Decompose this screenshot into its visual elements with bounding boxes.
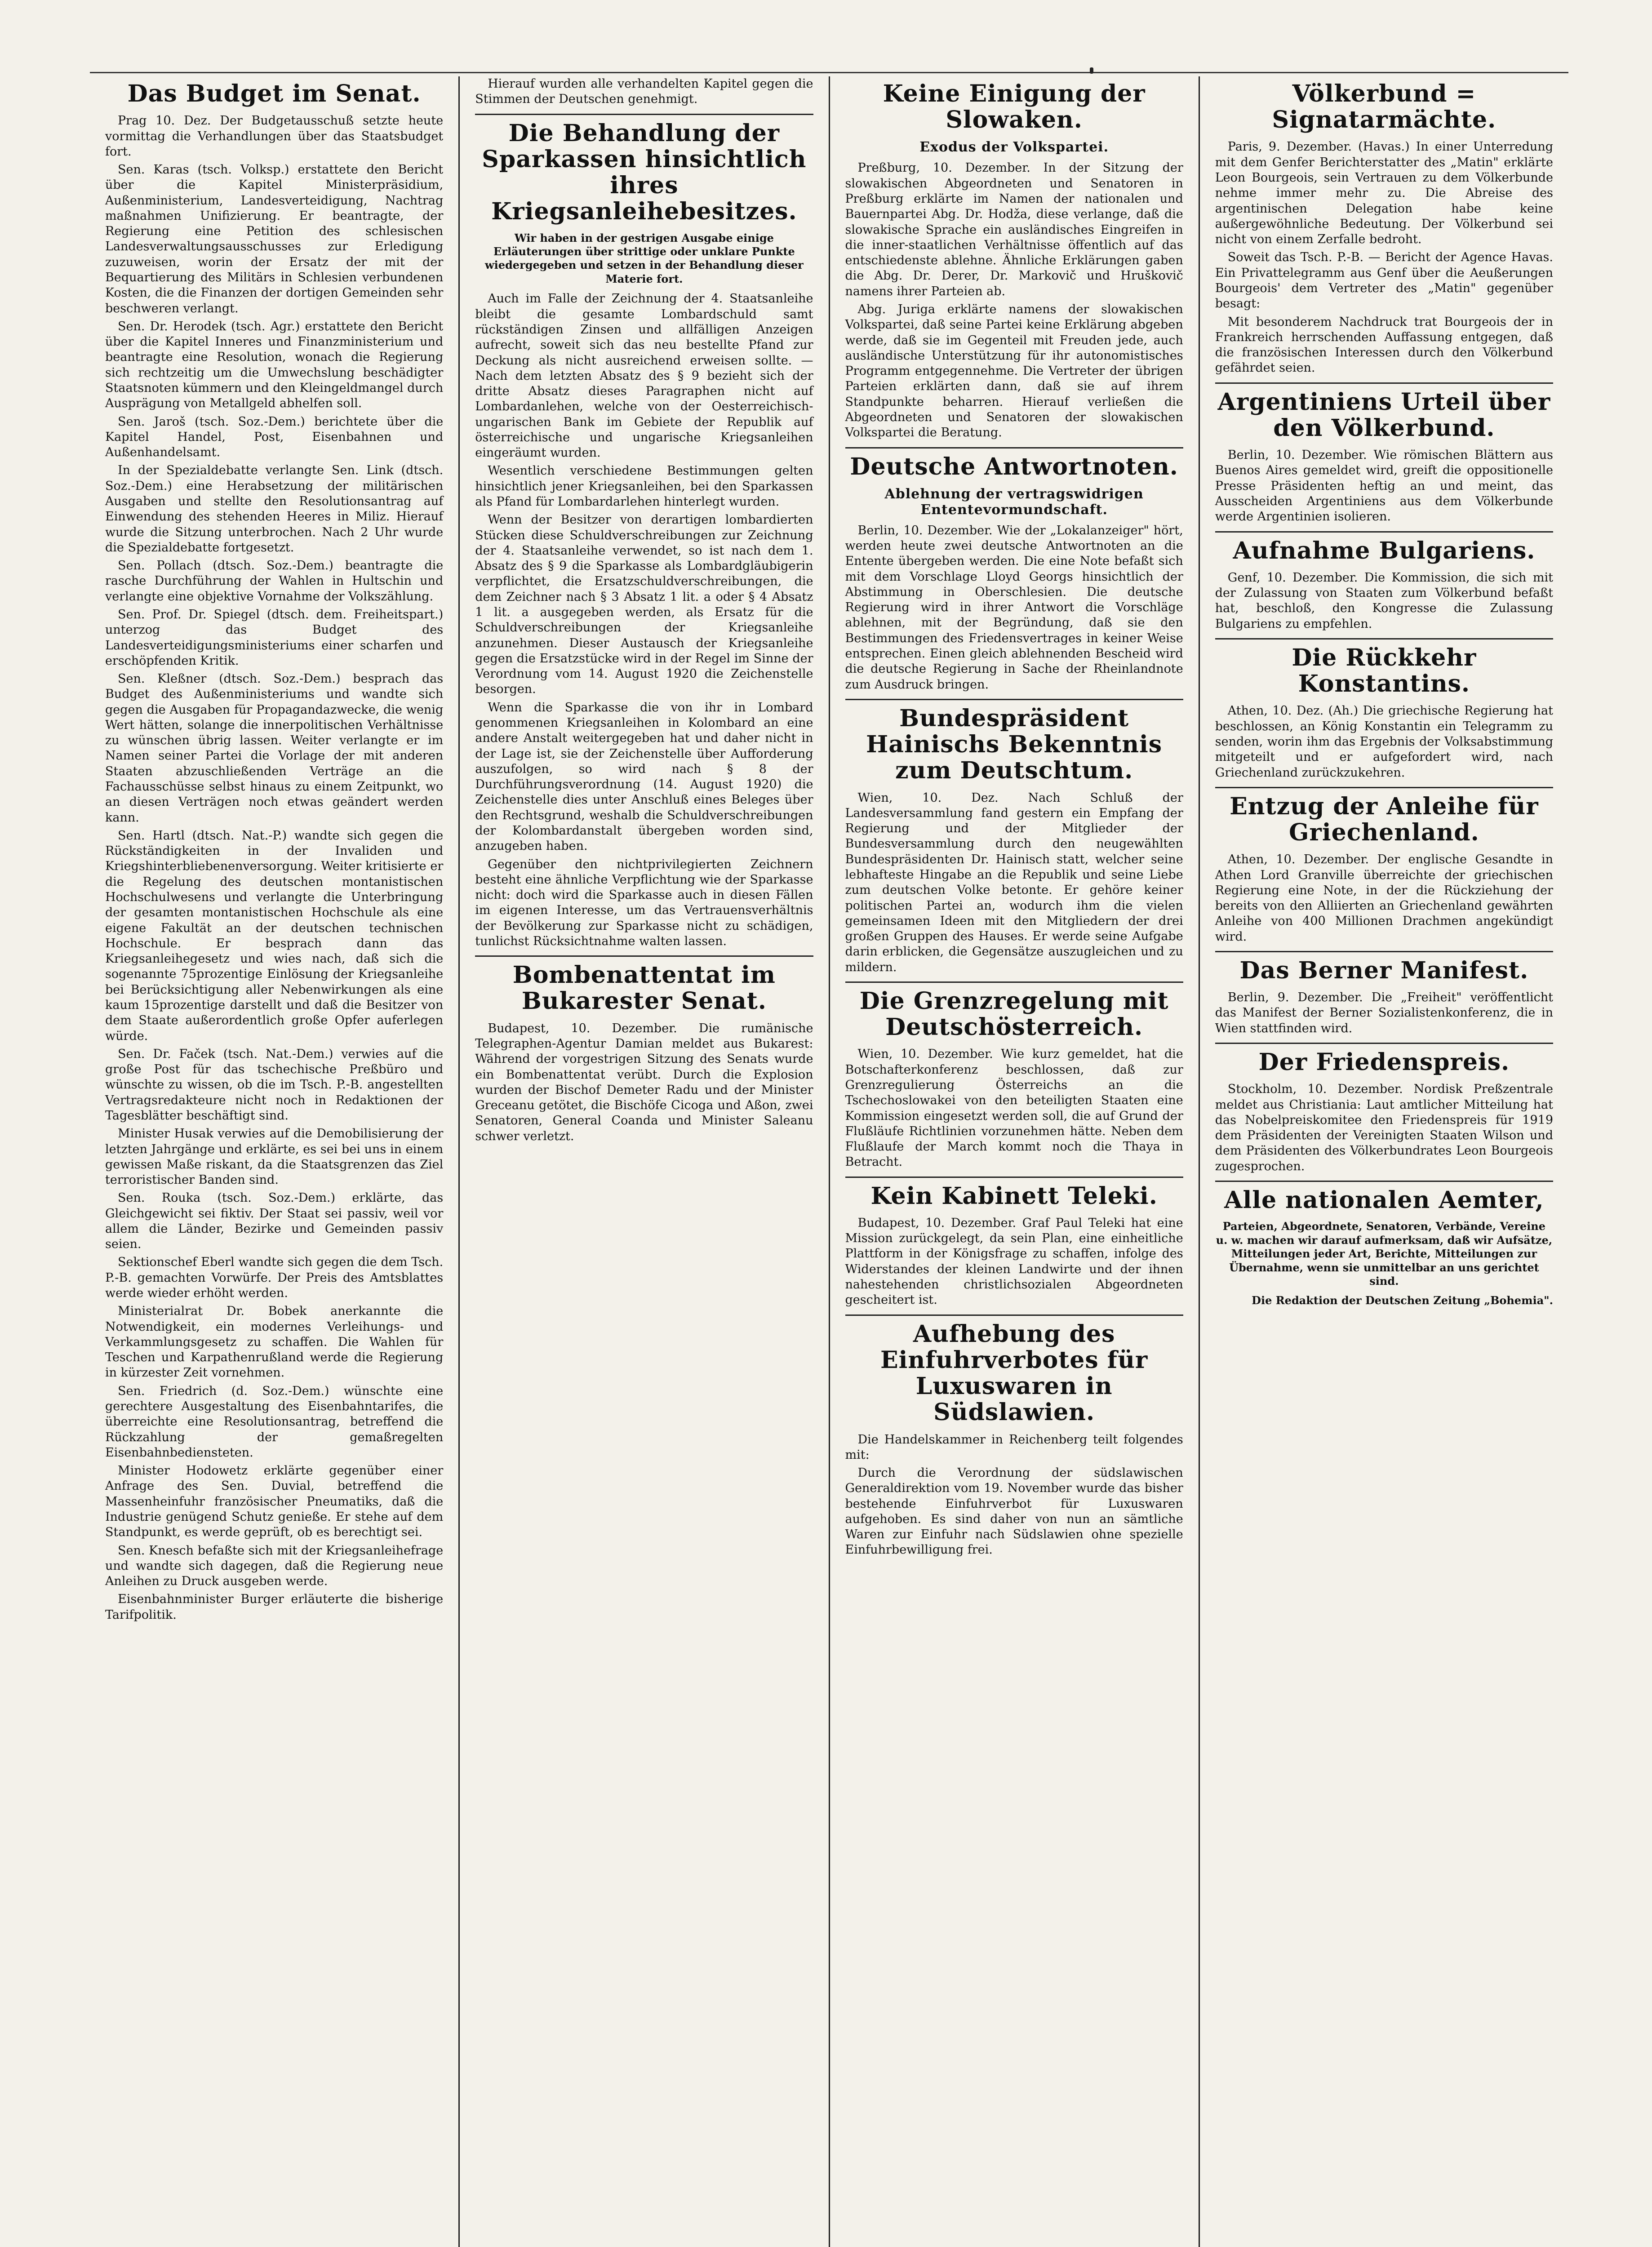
article-paragraph: Abg. Juriga erklärte namens der slowakischen Volkspartei, daß seine Partei keine Erklärung abgeben werde, daß sie im Gegenteil mit Freuden jede, auch ausländische Unterstützung für ihr autonomistisches Programm entgegennehme. Die Vertreter der übrigen Parteien erklärten dann, daß sie auf ihrem Standpunkte beharren. Hierauf verließen die Abgeordneten und Senatoren der slowakischen Volkspartei die Beratung. [845, 302, 1183, 440]
article-paragraph: Sen. Jaroš (tsch. Soz.-Dem.) berichtete über die Kapitel Handel, Post, Eisenbahnen und Außenhandelsamt. [105, 414, 444, 460]
column-3 [829, 76, 1199, 2247]
article-headline: Die Rückkehr Konstantins. [1292, 644, 1477, 698]
article-headline: Keine Einigung der Slowaken. [883, 80, 1146, 134]
article-divider [845, 1314, 1183, 1316]
article-headline: Die Grenzregelung mit Deutschösterreich. [859, 987, 1169, 1041]
article-paragraph: Genf, 10. Dezember. Die Kommission, die sich mit der Zulassung von Staaten zum Völkerbund befaßt hat, beschloß, den Kongresse die Zulassung Bulgariens zu empfehlen. [1215, 570, 1553, 631]
article-divider [1215, 1043, 1553, 1044]
article [845, 706, 1183, 975]
article-subheadline: Ablehnung der vertragswidrigen Ententevormundschaft. [884, 486, 1144, 518]
article-paragraph: Berlin, 10. Dezember. Wie römischen Blättern aus Buenos Aires gemeldet wird, greift die oppositionelle Presse Präsidenten heftig an und meint, das Ausscheiden Argentiniens aus dem Völkerbunde werde Argentinien isolieren. [1215, 448, 1553, 524]
article-paragraph: Wien, 10. Dezember. Wie kurz gemeldet, hat die Botschafterkonferenz beschlossen, daß zur Grenzregulierung Österreichs an die Tschechoslowakei von den beteiligten Staaten eine Kommission eingesetzt werden soll, die auf Grund der Flußläufe Richtlinien vorzunehmen hätte. Neben dem Flußlaufe der March kommt noch die Thaya in Betracht. [845, 1047, 1183, 1169]
article [1215, 794, 1553, 945]
article-paragraph: Mit besonderem Nachdruck trat Bourgeois der in Frankreich herrschenden Auffassung entgegen, daß die französischen Interessen durch den Völkerbund gefährdet seien. [1215, 315, 1553, 375]
article-paragraph: Stockholm, 10. Dezember. Nordisk Preßzentrale meldet aus Christiania: Laut amtlicher Mitteilung hat das Nobelpreiskomitee den Friedenspreis für 1919 dem Präsidenten der Vereinigten Staaten Wilson und dem Präsidenten des Völkerbundrates Leon Bourgeois zugesprochen. [1215, 1082, 1553, 1173]
article-divider [1215, 787, 1553, 788]
article-headline: Der Friedenspreis. [1258, 1048, 1510, 1076]
article-paragraph: Budapest, 10. Dezember. Graf Paul Teleki hat eine Mission zurückgelegt, da sein Plan, eine einheitliche Plattform in der Königsfrage zu schaffen, infolge des Widerstandes der kleinen Landwirte und der ihnen nahestehenden christlichsozialen Abgeordneten gescheitert ist. [845, 1216, 1183, 1307]
article-paragraph: Berlin, 9. Dezember. Die „Freiheit" veröffentlicht das Manifest der Berner Sozialistenkonferenz, die in Wien stattfinden wird. [1215, 990, 1553, 1035]
article-paragraph: Hierauf wurden alle verhandelten Kapitel gegen die Stimmen der Deutschen genehmigt. [475, 77, 813, 107]
article-paragraph: Minister Hodowetz erklärte gegenüber einer Anfrage des Sen. Duvial, betreffend die Massenheinfuhr französischer Pneumatiks, daß die Industrie genügend Schutz genieße. Er stehe auf dem Standpunkt, es werde geprüft, ob es berechtigt sei. [105, 1464, 444, 1540]
article-paragraph: Durch die Verordnung der südslawischen Generaldirektion vom 19. November wurde das bisher bestehende Einfuhrverbot für Luxuswaren aufgehoben. Es sind daher von nun an sämtliche Waren zur Einfuhr nach Südslawien ohne spezielle Einfuhrbewilligung frei. [845, 1466, 1183, 1557]
article-paragraph: Sen. Prof. Dr. Spiegel (dtsch. dem. Freiheitspart.) unterzog das Budget des Landesverteidigungsministeriums einer scharfen und erschöpfenden Kritik. [105, 607, 444, 668]
article-headline: Deutsche Antwortnoten. [850, 453, 1178, 480]
article-signature: Die Redaktion der Deutschen Zeitung „Bohemia". [1252, 1293, 1553, 1307]
article [1215, 958, 1553, 1036]
column-2 [458, 76, 828, 2247]
article-headline: Völkerbund = Signatarmächte. [1272, 80, 1497, 134]
article-divider [1215, 951, 1553, 952]
article-divider [1215, 1181, 1553, 1182]
article-divider [475, 955, 813, 957]
article [475, 120, 813, 950]
article-paragraph: Wenn die Sparkasse die von ihr in Lombard genommenen Kriegsanleihen in Kolombard an eine andere Anstalt weitergegeben hat und daher nicht in der Lage ist, sie der Zeichenstelle über Aufforderung auszufolgen, so wird nach § 8 der Durchführungsverordnung (14. August 1920) die Zeichenstelle dies unter Anschluß eines Beleges über den Rechtsgrund, weshalb die Schuldverschreibungen der Kolombardanstalt übergeben worden sind, anzugeben haben. [475, 700, 813, 853]
article-paragraph: Preßburg, 10. Dezember. In der Sitzung der slowakischen Abgeordneten und Senatoren in Preßburg erklärte im Namen der nationalen und Bauernpartei Abg. Dr. Hodža, diese verlange, daß die slowakische Sprache ein ausländisches Eingreifen in die inner-staatlichen Verhältnisse öffentlich auf das entschiedenste ablehne. Ähnliche Erklärungen gaben die Abg. Dr. Derer, Dr. Markovič und Hruškovič namens ihrer Parteien ab. [845, 161, 1183, 298]
article-divider [1215, 531, 1553, 533]
article-divider [845, 447, 1183, 449]
article [845, 1321, 1183, 1558]
column-4 [1199, 76, 1568, 2247]
article-divider [475, 114, 813, 115]
article-paragraph: Paris, 9. Dezember. (Havas.) In einer Unterredung mit dem Genfer Berichterstatter des „Matin" erklärte Leon Bourgeois, sein Vertrauen zu dem Völkerbunde nehme immer mehr zu. Die Abreise des argentinischen Delegation habe keine außergewöhnliche Bedeutung. Der Völkerbund sei nicht von einem Zerfalle bedroht. [1215, 140, 1553, 247]
article-paragraph: Berlin, 10. Dezember. Wie der „Lokalanzeiger" hört, werden heute zwei deutsche Antwortnoten an die Entente übergeben werden. Die eine Note befaßt sich mit dem Vorschlage Lloyd Georgs hinsichtlich der Abstimmung in Oberschlesien. Die deutsche Regierung wird in ihrer Antwort die Vorschläge ablehnen, mit der Begründung, daß sie den Bestimmungen des Friedensvertrages in keiner Weise entsprechen. Einen gleich ablehnenden Bescheid wird die deutsche Regierung in Sache der Rheinlandnote zum Ausdruck bringen. [845, 523, 1183, 692]
article [1215, 1187, 1553, 1307]
article [1215, 1049, 1553, 1174]
article [845, 81, 1183, 441]
article-headline: Aufhebung des Einfuhrverbotes für Luxuswaren in Südslawien. [880, 1320, 1148, 1426]
article-paragraph: Sen. Dr. Herodek (tsch. Agr.) erstattete den Bericht über die Kapitel Inneres und Finanzministerium und beantragte eine Resolution, wonach die Regierung sich rechtzeitig um die Umwechslung beschädigter Staatsnoten kümmern und den Kleingeldmangel durch Ausprägung von Metallgeld abhelfen soll. [105, 319, 444, 411]
article [1215, 645, 1553, 781]
article-paragraph: Budapest, 10. Dezember. Die rumänische Telegraphen-Agentur Damian meldet aus Bukarest: Während der vorgestrigen Sitzung des Senats wurde ein Bombenattentat verübt. Durch die Explosion wurden der Bischof Demeter Radu und der Minister Greceanu getötet, die Bischöfe Cicoga und Aßon, zwei Senatoren, General Coanda und Minister Saleanu schwer verletzt. [475, 1021, 813, 1143]
article-divider [1215, 382, 1553, 384]
column-1 [90, 76, 458, 2247]
article-divider [1215, 638, 1553, 639]
article-headline: Argentiniens Urteil über den Völkerbund. [1217, 388, 1551, 442]
article-paragraph: Sen. Friedrich (d. Soz.-Dem.) wünschte eine gerechtere Ausgestaltung des Eisenbahntarifes, die überreichte eine Resolutionsantrag, betreffend die Rückzahlung der gemaßregelten Eisenbahnbediensteten. [105, 1384, 444, 1460]
article [845, 454, 1183, 693]
article [845, 1183, 1183, 1308]
article-headline: Das Berner Manifest. [1239, 956, 1529, 984]
article-paragraph: Wien, 10. Dez. Nach Schluß der Landesversammlung fand gestern ein Empfang der Regierung und der Mitglieder der Bundesversammlung durch den neugewählten Bundespräsidenten Dr. Hainisch statt, welcher seine lebhafteste Hingabe an die Republik und seine Liebe zum deutschen Volke betonte. Er gehöre keiner politischen Partei an, wodurch ihm die vielen gemeinsamen Ideen mit den Mitgliedern der drei großen Gruppen des Hauses. Er werde seine Aufgabe darin erblicken, die Gegensätze auszugleichen und zu mildern. [845, 790, 1183, 974]
article-headline: Das Budget im Senat. [127, 80, 421, 107]
article-headline: Alle nationalen Aemter, [1224, 1186, 1544, 1214]
article-headline: Bundespräsident Hainischs Bekenntnis zum Deutschtum. [866, 704, 1163, 785]
ink-mark [1090, 67, 1093, 74]
article-paragraph: In der Spezialdebatte verlangte Sen. Link (dtsch. Soz.-Dem.) eine Herabsetzung der militärischen Ausgaben und stellte den Resolutionsantrag auf Einwendung des stehenden Heeres in Miliz. Hierauf wurde die Sitzung unterbrochen. Nach 2 Uhr wurde die Spezialdebatte fortgesetzt. [105, 463, 444, 555]
article-paragraph: Sen. Pollach (dtsch. Soz.-Dem.) beantragte die rasche Durchführung der Wahlen in Hultschin und verlangte eine objektive Vornahme der Volkszählung. [105, 559, 444, 604]
article-paragraph: Sen. Kleßner (dtsch. Soz.-Dem.) besprach das Budget des Außenministeriums und wandte sich gegen die Ausgaben für Propagandazwecke, die wenig Wert hätten, solange die innerpolitischen Verhältnisse zu wünschen übrig lassen. Weiter verlangte er im Namen seiner Partei die Vorlage der mit anderen Staaten abzuschließenden Verträge an die Fachausschüsse selbst hinaus zu einem Zeitpunkt, wo an diesen Verträgen noch etwas geändert werden kann. [105, 672, 444, 825]
article-paragraph: Sen. Knesch befaßte sich mit der Kriegsanleihefrage und wandte sich dagegen, daß die Regierung neue Anleihen zu Druck ausgeben werde. [105, 1543, 444, 1589]
article-paragraph: Die Handelskammer in Reichenberg teilt folgendes mit: [845, 1432, 1183, 1462]
article-paragraph: Minister Husak verwies auf die Demobilisierung der letzten Jahrgänge und erklärte, es sei bei uns in einem gewissen Maße riskant, da die Staatsgrenzen das Ziel terroristischer Banden sind. [105, 1127, 444, 1187]
article [475, 962, 813, 1144]
article-divider [845, 981, 1183, 983]
article-paragraph: Athen, 10. Dez. (Ah.) Die griechische Regierung hat beschlossen, an König Konstantin ein Telegramm zu senden, worin ihm das Ergebnis der Volksabstimmung mitgeteilt und er aufgefordert wird, nach Griechenland zurückzukehren. [1215, 704, 1553, 780]
article [845, 988, 1183, 1170]
article-paragraph: Soweit das Tsch. P.-B. — Bericht der Agence Havas. Ein Privattelegramm aus Genf über die Aeußerungen Bourgeois' dem Vertreter des „Matin" gegenüber besagt: [1215, 250, 1553, 311]
article-paragraph: Auch im Falle der Zeichnung der 4. Staatsanleihe bleibt die gesamte Lombardschuld samt rückständigen Zinsen und allfälligen Anzeigen aufrecht, soweit sich das neu bestellte Pfand zur Deckung als nicht ausreichend erweisen sollte. — Nach dem letzten Absatz des § 9 bezieht sich der dritte Absatz dieses Paragraphen nicht auf Lombardanlehen, welche von der Oesterreichisch-ungarischen Bank im Gebiete der Republik auf österreichische und ungarische Kriegsanleihen eingeräumt wurden. [475, 292, 813, 460]
article-paragraph: Sektionschef Eberl wandte sich gegen die dem Tsch. P.-B. gemachten Vorwürfe. Der Preis des Amtsblattes werde wieder erhöht werden. [105, 1255, 444, 1301]
article [475, 76, 813, 107]
article-subheadline: Exodus der Volkspartei. [919, 139, 1109, 155]
article-paragraph: Sen. Hartl (dtsch. Nat.-P.) wandte sich gegen die Rückständigkeiten in der Invaliden und Kriegshinterbliebenenversorgung. Weiter kritisierte er die Regelung des deutschen montanistischen Hochschulwesens und verlangte die Unterbringung der gesamten montanistischen Hochschule als eine eigene Fakultät an der deutschen technischen Hochschule. Er besprach dann das Kriegsanleihegesetz und wies nach, daß sich die sogenannte 75prozentige Einlösung der Kriegsanleihe bei Berücksichtigung aller Nebenwirkungen als eine kaum 15prozentige darstellt und daß die Besitzer von dem Staate außerordentlich große Opfer auferlegen würde. [105, 828, 444, 1043]
newspaper-page [90, 76, 1568, 2247]
article-headline: Entzug der Anleihe für Griechenland. [1230, 792, 1539, 847]
page-top-rule [90, 72, 1568, 73]
article-headline: Bombenattentat im Bukarester Senat. [512, 961, 776, 1015]
article-divider [845, 1177, 1183, 1178]
article-paragraph: Sen. Karas (tsch. Volksp.) erstattete den Bericht über die Kapitel Ministerpräsidium, Außenministerium, Landesverteidigung, Nachtrag maßnahmen Unifizierung. Er beantragte, der Regierung eine Petition des schlesischen Landesverwaltungsausschusses zur Erledigung zuzuweisen, worin der Ersatz der mit der Bequartierung des Militärs in Schlesien verbundenen Kosten, die die Finanzen der dortigen Gemeinden sehr beschweren verlangt. [105, 163, 444, 315]
article-paragraph: Wesentlich verschiedene Bestimmungen gelten hinsichtlich jener Kriegsanleihen, bei den Sparkassen als Pfand für Lombardarlehen hinterlegt wurden. [475, 464, 813, 509]
article-lead: Parteien, Abgeordnete, Senatoren, Verbände, Vereine u. w. machen wir darauf aufmerksam, daß wir Aufsätze, Mitteilungen jeder Art, Berichte, Mitteilungen zur Übernahme, wenn sie unmittelbar an uns gerichtet sind. [1216, 1220, 1553, 1288]
article-divider [845, 699, 1183, 700]
article-paragraph: Athen, 10. Dezember. Der englische Gesandte in Athen Lord Granville überreichte der griechischen Regierung eine Note, in der die Rückziehung der bereits von den Alliierten an Griechenland gewährten Anleihe von 400 Millionen Drachmen angekündigt wird. [1215, 853, 1553, 944]
article-paragraph: Wenn der Besitzer von derartigen lombardierten Stücken diese Schuldverschreibungen zur Zeichnung der 4. Staatsanleihe verwendet, so ist nach dem 1. Absatz des § 9 die Sparkasse als Lombardgläubigerin verpflichtet, die Ersatzschuldverschreibungen, die dem Zeichner nach § 3 Absatz 1 lit. a oder § 4 Absatz 1 lit. a ausgegeben werden, als Ersatz für die Schuldverschreibungen der Kriegsanleihe anzunehmen. Dieser Austausch der Kriegsanleihe gegen die Ersatzstücke wird in der Regel im Sinne der Verordnung vom 14. August 1920 die Zeichenstelle besorgen. [475, 513, 813, 697]
article-paragraph: Eisenbahnminister Burger erläuterte die bisherige Tarifpolitik. [105, 1592, 444, 1622]
article-headline: Die Behandlung der Sparkassen hinsichtlich ihres Kriegsanleihebesitzes. [482, 119, 807, 226]
article [105, 81, 443, 1623]
article-headline: Kein Kabinett Teleki. [870, 1182, 1158, 1210]
article [1215, 389, 1553, 525]
article [1215, 538, 1553, 632]
article-paragraph: Sen. Dr. Faček (tsch. Nat.-Dem.) verwies auf die große Post für das tschechische Preßbüro und wünschte zu wissen, ob die im Tsch. P.-B. angestellten Vertragsredakteure nicht noch in Redaktionen der Tagesblätter beschäftigt sind. [105, 1047, 444, 1123]
article [1215, 81, 1553, 376]
article-paragraph: Gegenüber den nichtprivilegierten Zeichnern besteht eine ähnliche Verpflichtung wie der Sparkasse nicht: doch wird die Sparkasse auch in diesen Fällen im eigenen Interesse, um das Vertrauensverhältnis der Bevölkerung zur Sparkasse nicht zu schädigen, tunlichst Rücksichtnahme walten lassen. [475, 857, 813, 948]
article-paragraph: Sen. Rouka (tsch. Soz.-Dem.) erklärte, das Gleichgewicht sei fiktiv. Der Staat sei passiv, weil vor allem die Länder, Bezirke und Gemeinden passiv seien. [105, 1191, 444, 1252]
article-paragraph: Prag 10. Dez. Der Budgetausschuß setzte heute vormittag die Verhandlungen über das Staatsbudget fort. [105, 114, 444, 159]
article-paragraph: Ministerialrat Dr. Bobek anerkannte die Notwendigkeit, ein modernes Verleihungs- und Verkammlungsgesetz zu schaffen. Die Wahlen für Teschen und Karpathenrußland werde die Regierung in kürzester Zeit vornehmen. [105, 1304, 444, 1380]
article-headline: Aufnahme Bulgariens. [1233, 537, 1536, 564]
article-lead: Wir haben in der gestrigen Ausgabe einige Erläuterungen über strittige oder unklare Punkte wiedergegeben und setzen in der Behandlung dieser Materie fort. [484, 231, 804, 285]
